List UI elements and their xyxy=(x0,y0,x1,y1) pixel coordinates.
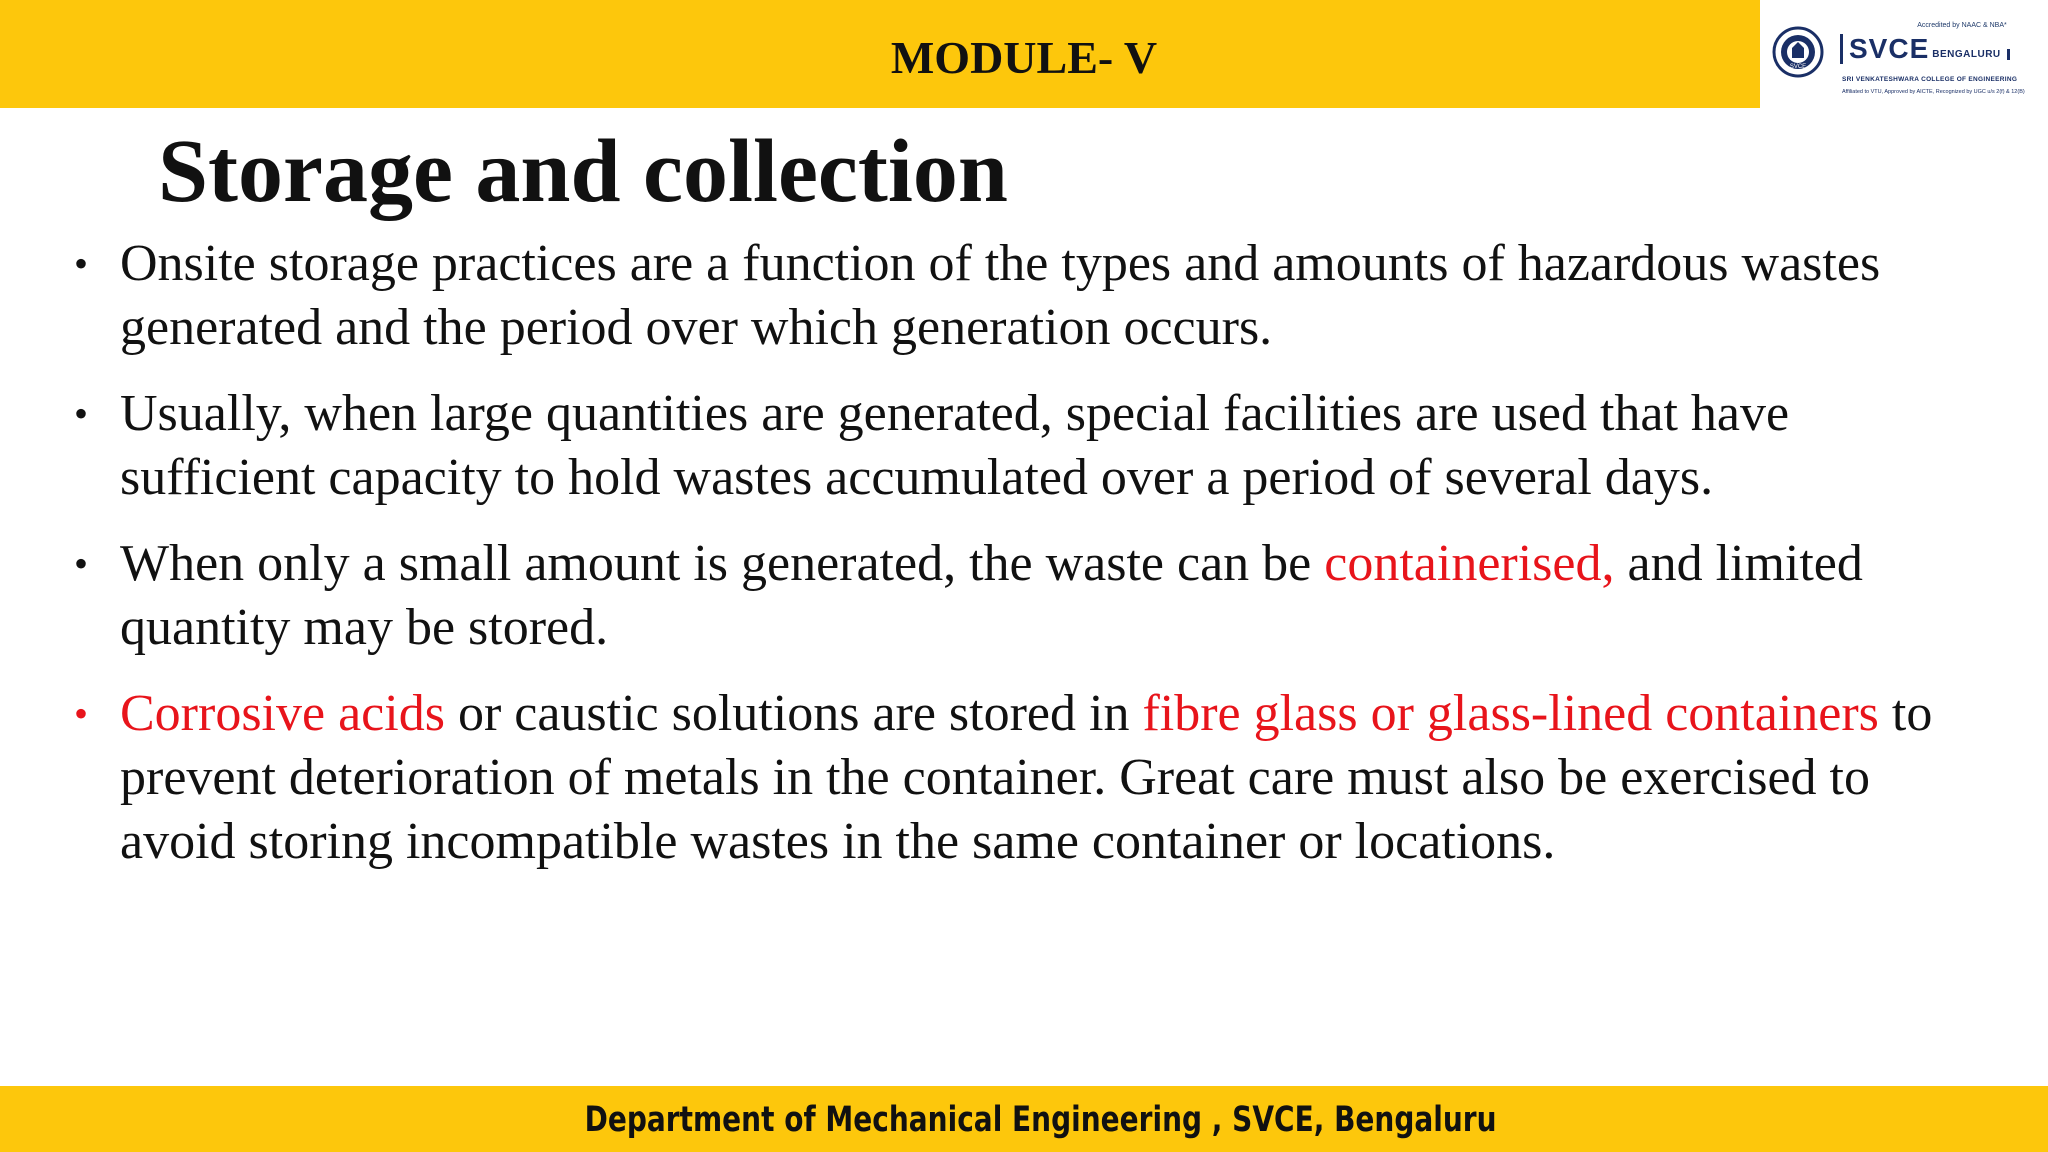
module-title: MODULE- V xyxy=(890,32,1158,83)
emblem-label: SVCE xyxy=(1789,64,1807,70)
bullet-text-segment: Onsite storage practices are a function of the types and amounts of hazardous wastes generated and the period over which generation occurs. xyxy=(120,235,1881,356)
bullet-text-segment: When only a small amount is generated, the waste can be xyxy=(120,535,1325,592)
bullet-list xyxy=(70,232,1970,896)
college-name: SRI VENKATESHWARA COLLEGE OF ENGINEERING xyxy=(1842,76,2018,83)
footer-text: Department of Mechanical Engineering , SVCE, Bengaluru xyxy=(584,1100,1497,1140)
college-logo xyxy=(1762,0,2048,108)
bullet-text-segment: and limited quantity may be stored. xyxy=(120,535,1863,656)
bullet-item xyxy=(70,232,1970,360)
bullet-text-segment: containerised, xyxy=(1324,535,1615,592)
accreditation-note: Accredited by NAAC & NBA* xyxy=(1917,22,2007,29)
college-emblem-icon xyxy=(1772,26,1824,82)
logo-wordmark xyxy=(1840,30,2010,64)
bullet-text-segment: Corrosive acids xyxy=(120,685,445,742)
bullet-text-segment: or caustic solutions are stored in xyxy=(444,685,1143,742)
bullet-item xyxy=(70,682,1970,874)
logo-name: SVCE xyxy=(1840,34,1929,64)
bullet-text-segment: Usually, when large quantities are generated, special facilities are used that have sufficient capacity to hold wastes accumulated over a period of several days. xyxy=(120,385,1790,506)
bullet-dot-icon: • xyxy=(74,241,89,286)
bullet-item xyxy=(70,382,1970,510)
bullet-item xyxy=(70,532,1970,660)
bullet-dot-icon: • xyxy=(74,391,89,436)
college-affiliation: Affiliated to VTU, Approved by AICTE, Recognized by UGC u/s 2(f) & 12(B) xyxy=(1842,89,2025,95)
slide-title: Storage and collection xyxy=(158,122,1008,221)
bullet-dot-icon: • xyxy=(74,691,89,736)
bullet-text-segment: to prevent deterioration of metals in the container. Great care must also be exercised to avoid storing incompatible wastes in the same container or locations. xyxy=(120,685,1933,870)
bullet-text-segment: fibre glass or glass-lined containers xyxy=(1142,685,1879,742)
bullet-dot-icon: • xyxy=(74,541,89,586)
logo-city: BENGALURU xyxy=(1932,49,2009,60)
